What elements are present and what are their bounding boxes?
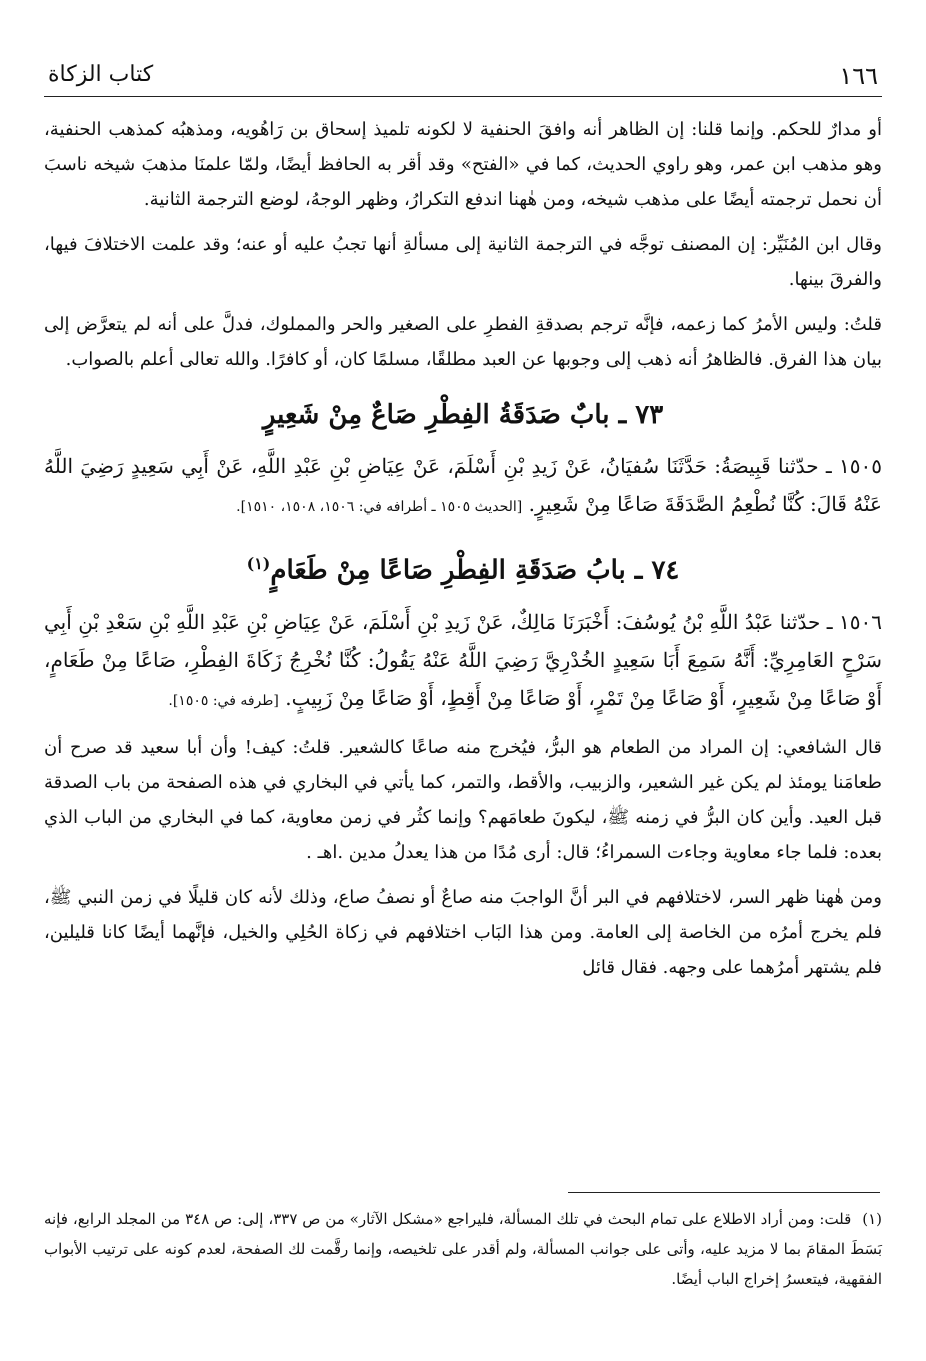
chapter-title: ٧٤ ـ بابُ صَدَقَةِ الفِطْرِ صَاعًا مِنْ طَعَامٍ: [270, 555, 680, 586]
page-body: [44, 112, 882, 995]
chapter-heading-73: ٧٣ ـ بابٌ صَدَقَةُ الفِطْرِ صَاعٌ مِنْ شَعِيرٍ: [262, 400, 664, 430]
hadith-1505: [44, 447, 882, 526]
footnote-text: قلت: ومن أراد الاطلاع على تمام البحث في تلك المسألة، فليراجع «مشكل الآثار» من ص ٣٣٧، إلى: ص ٣٤٨ من المجلد الرابع، فإنه بَسَطَ المقامَ بما لا مزيد عليه، وأتى على جوانب المسألة، ولم أقدر على تلخيصه، وإنما رقَّمت لك الصفحة، لعدم كونه على ترتيب الأبواب الفقهية، فيتعسرُ إخراج الباب أيضًا.: [44, 1210, 882, 1288]
hadith-text: ١٥٠٦ ـ حدّثنا عَبْدُ اللَّهِ بْنُ يُوسُفَ: أَخْبَرَنَا مَالِكٌ، عَنْ زَيدِ بْنِ أَسْلَمَ، عَنْ عِيَاضِ بْنِ عَبْدِ اللَّهِ بْنِ سَعْدِ بْنِ أَبِي سَرْحٍ العَامِرِيِّ: أَنَّهُ سَمِعَ أَبَا سَعِيدٍ الخُدْرِيَّ رَضِيَ اللَّهُ عَنْهُ يَقُولُ: كُنَّا نُخْرِجُ زَكَاةَ الفِطْرِ، صَاعًا مِنْ طَعَامٍ، أَوْ صَاعًا مِنْ شَعِيرٍ، أَوْ صَاعًا مِنْ تَمْرٍ، أَوْ صَاعًا مِنْ أَقِطٍ، أَوْ صَاعًا مِنْ زَبِيبٍ.: [44, 609, 882, 710]
footnote-divider: [568, 1192, 880, 1193]
commentary-paragraph: أو مدارٌ للحكم. وإنما قلنا: إن الظاهر أنه وافقَ الحنفية لا لكونه تلميذ إسحاق بن رَاهُويه، ومذهبُه كمذهب الحنفية، وهو مذهب ابن عمر، وهو راوي الحديث، كما في «الفتح» وقد أقر به الحافظ أيضًا، ولمّا علمنَا مذهبَ شيخه ناسبَ أن نحمل ترجمته أيضًا على مذهب شيخه، ومن هٰهنا اندفع التكرارُ، وظهر الوجهُ، لوضع الترجمة الثانية.: [44, 119, 882, 210]
footnote: [44, 1204, 882, 1294]
hadith-text: ١٥٠٥ ـ حدّثنا قَبِيصَةُ: حَدَّثَنَا سُفيَانُ، عَنْ زَيدِ بْنِ أَسْلَمَ، عَنْ عِيَاضِ بْنِ عَبْدِ اللَّهِ، عَنْ أَبِي سَعِيدٍ رَضِيَ اللَّهُ عَنْهُ قَالَ: كُنَّا نُطْعِمُ الصَّدَقَةَ صَاعًا مِنْ شَعِيرٍ.: [44, 454, 882, 516]
page-number: ١٦٦: [839, 62, 878, 90]
chapter-heading-74: [44, 536, 882, 599]
commentary-paragraph: قال الشافعي: إن المراد من الطعام هو البرُّ، فيُخرج منه صاعًا كالشعير. قلتُ: كيف! وأن أبا سعيد قد صرح أن طعامَنا يومئذ لم يكن غير الشعير، والزبيب، والأقط، والتمر، كما يأتي في البخاري في هذه الصفحة من باب الصدقة قبل العيد. وأين كان البرُّ في زمنه ﷺ، ليكونَ طعامَهم؟ وإنما كثُر في زمن معاوية، كما في البخاري من الباب الذي بعده: فلما جاء معاوية وجاءت السمراءُ؛ قال: أرى مُدًا من هذا يعدلُ مدين .اهـ .: [44, 736, 882, 863]
running-title: كتاب الزكاة: [48, 62, 154, 87]
commentary-paragraph: قلتُ: وليس الأمرُ كما زعمه، فإنَّه ترجم بصدقةِ الفطرِ على الصغير والحر والمملوك، فدلَّ على أنه لم يتعرَّض إلى بيان هذا الفرق. فالظاهرُ أنه ذهب إلى وجوبها عن العبد مطلقًا، مسلمًا كان، أو كافرًا. والله تعالى أعلم بالصواب.: [44, 314, 882, 370]
page-header: [44, 56, 882, 97]
commentary-paragraph: وقال ابن المُنَيِّر: إن المصنف توجَّه في الترجمة الثانية إلى مسألةِ أنها تجبُ عليه أو عنه؛ وقد علمت الاختلافَ فيها، والفرقَ بينها.: [44, 234, 882, 290]
footnote-number: (١): [862, 1210, 882, 1228]
footnote-marker: (١): [246, 554, 271, 573]
hadith-1506: [44, 603, 882, 720]
hadith-reference: [الحديث ١٥٠٥ ـ أطرافه في: ١٥٠٦، ١٥٠٨، ١٥١٠].: [236, 499, 523, 515]
commentary-paragraph: ومن هٰهنا ظهر السر، لاختلافهم في البر أنَّ الواجبَ منه صاعٌ أو نصفُ صاع، وذلك لأنه كان قليلًا في زمن النبي ﷺ، فلم يخرج أمرُه من الخاصة إلى العامة. ومن هذا البَاب اختلافهم في زكاة الحُلِي والخيل، فإنَّهما أيضًا كانا قليلين، فلم يشتهر أمرُهما على وجهه. فقال قائل: [44, 886, 882, 978]
hadith-reference: [طرفه في: ١٥٠٥].: [168, 692, 279, 709]
